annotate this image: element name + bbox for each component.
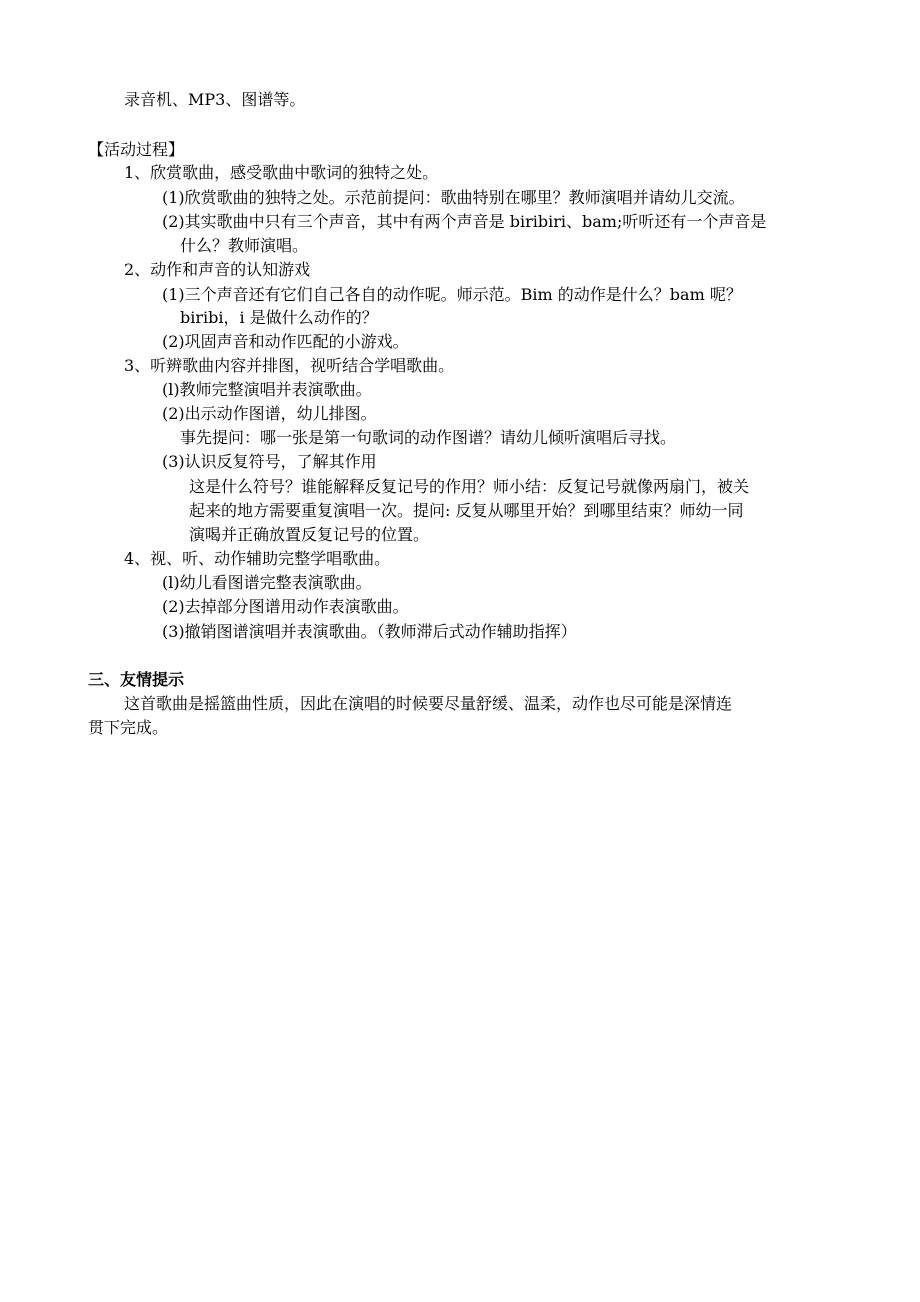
tips-line2: 贯下完成。 xyxy=(88,718,169,737)
step3-sub3-line3: 演喝并正确放置反复记号的位置。 xyxy=(189,525,430,544)
step2-title: 2、动作和声音的认知游戏 xyxy=(124,260,311,279)
step2-sub1-line2: biribi，i 是做什么动作的？ xyxy=(180,308,378,327)
step1-sub2-line1: (2)其实歌曲中只有三个声音，其中有两个声音是 biribiri、bam;听听还有一个声音是 xyxy=(162,212,767,231)
step1-sub1: (1)欣赏歌曲的独特之处。示范前提问：歌曲特别在哪里？教师演唱并请幼儿交流。 xyxy=(162,188,745,207)
step3-sub3-line1: 这是什么符号？谁能解释反复记号的作用？师小结：反复记号就像两扇门，被关 xyxy=(189,477,750,496)
step1-title: 1、欣赏歌曲，感受歌曲中歌词的独特之处。 xyxy=(124,163,439,182)
tips-heading: 三、友情提示 xyxy=(88,670,185,689)
step3-sub2: (2)出示动作图谱，幼儿排图。 xyxy=(162,404,377,423)
step2-sub1-line1: (1)三个声音还有它们自己各自的动作呢。师示范。Bim 的动作是什么？bam 呢？ xyxy=(162,285,742,304)
materials-line: 录音机、MP3、图谱等。 xyxy=(124,90,306,109)
step3-title: 3、听辨歌曲内容并排图，视听结合学唱歌曲。 xyxy=(124,356,455,375)
process-heading: 【活动过程】 xyxy=(88,140,185,159)
step4-sub2: (2)去掉部分图谱用动作表演歌曲。 xyxy=(162,597,409,616)
step4-title: 4、视、听、动作辅助完整学唱歌曲。 xyxy=(124,549,391,568)
step1-sub2-line2: 什么？教师演唱。 xyxy=(180,236,309,255)
step3-sub3: (3)认识反复符号，了解其作用 xyxy=(162,452,377,471)
step4-sub3: (3)撤销图谱演唱并表演歌曲。（教师滞后式动作辅助指挥） xyxy=(162,622,577,641)
step2-sub2: (2)巩固声音和动作匹配的小游戏。 xyxy=(162,332,409,351)
tips-line1: 这首歌曲是摇篮曲性质，因此在演唱的时候要尽量舒缓、温柔，动作也尽可能是深情连 xyxy=(124,694,733,713)
step3-sub2-note: 事先提问：哪一张是第一句歌词的动作图谱？请幼儿倾听演唱后寻找。 xyxy=(180,428,677,447)
step4-sub1: (l)幼儿看图谱完整表演歌曲。 xyxy=(162,573,372,592)
step3-sub3-line2: 起来的地方需要重复演唱一次。提问: 反复从哪里开始？到哪里结束？师幼一同 xyxy=(189,501,744,520)
step3-sub1: (l)教师完整演唱并表演歌曲。 xyxy=(162,380,372,399)
